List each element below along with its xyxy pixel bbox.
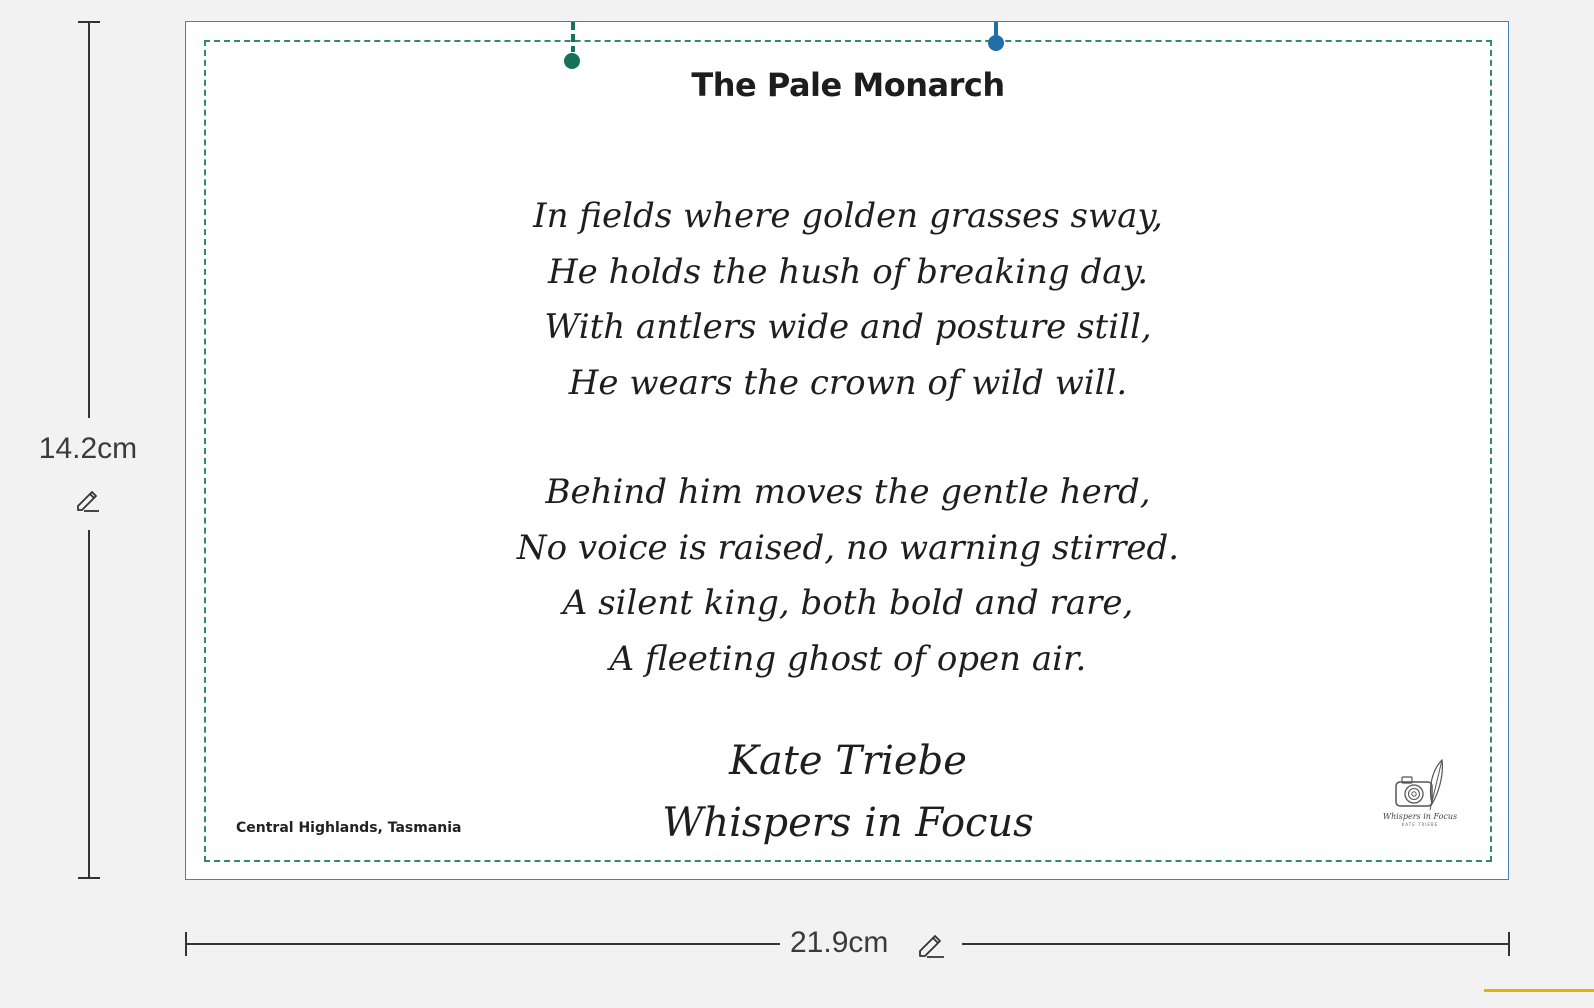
stanza-line: In fields where golden grasses sway, (533, 196, 1163, 236)
width-dimension-label: 21.9cm (790, 926, 889, 959)
poem-card-canvas[interactable] (185, 21, 1509, 880)
logo-subtext: KATE TRIEBE (1401, 822, 1439, 827)
corner-accent-bar (1484, 989, 1594, 992)
poem-title[interactable]: The Pale Monarch (691, 66, 1005, 104)
stanza-line: No voice is raised, no warning stirred. (516, 527, 1180, 568)
brand-signature[interactable]: Whispers in Focus (662, 800, 1034, 846)
height-dimension-label: 14.2cm (38, 432, 138, 465)
stanza-1[interactable] (186, 189, 1510, 411)
stanza-line: With antlers wide and posture still, (544, 307, 1152, 347)
width-ruler-line-right (962, 943, 1510, 945)
location-caption[interactable]: Central Highlands, Tasmania (236, 820, 462, 836)
height-ruler-line-top (88, 22, 90, 418)
stanza-line: Behind him moves the gentle herd, (545, 472, 1151, 512)
logo-text: Whispers in Focus (1382, 812, 1458, 821)
width-ruler-right-cap (1508, 932, 1510, 956)
blue-guide-handle[interactable] (988, 35, 1004, 51)
green-guide-stem (571, 22, 575, 52)
stanza-2[interactable] (186, 465, 1510, 687)
stanza-line: He holds the hush of breaking day. (547, 251, 1149, 292)
stanza-line: A fleeting ghost of open air. (609, 638, 1087, 679)
edit-width-pencil-icon[interactable] (914, 928, 946, 960)
width-ruler-line-left (186, 943, 780, 945)
stanza-line: He wears the crown of wild will. (568, 362, 1128, 403)
author-signature[interactable]: Kate Triebe (729, 738, 967, 784)
height-ruler-bottom-cap (78, 877, 100, 879)
height-ruler-line-bottom (88, 530, 90, 879)
camera-feather-logo-icon[interactable] (1382, 758, 1462, 836)
stanza-line: A silent king, both bold and rare, (562, 583, 1134, 623)
edit-height-pencil-icon[interactable] (72, 484, 102, 514)
blue-guide-stem (994, 22, 998, 36)
